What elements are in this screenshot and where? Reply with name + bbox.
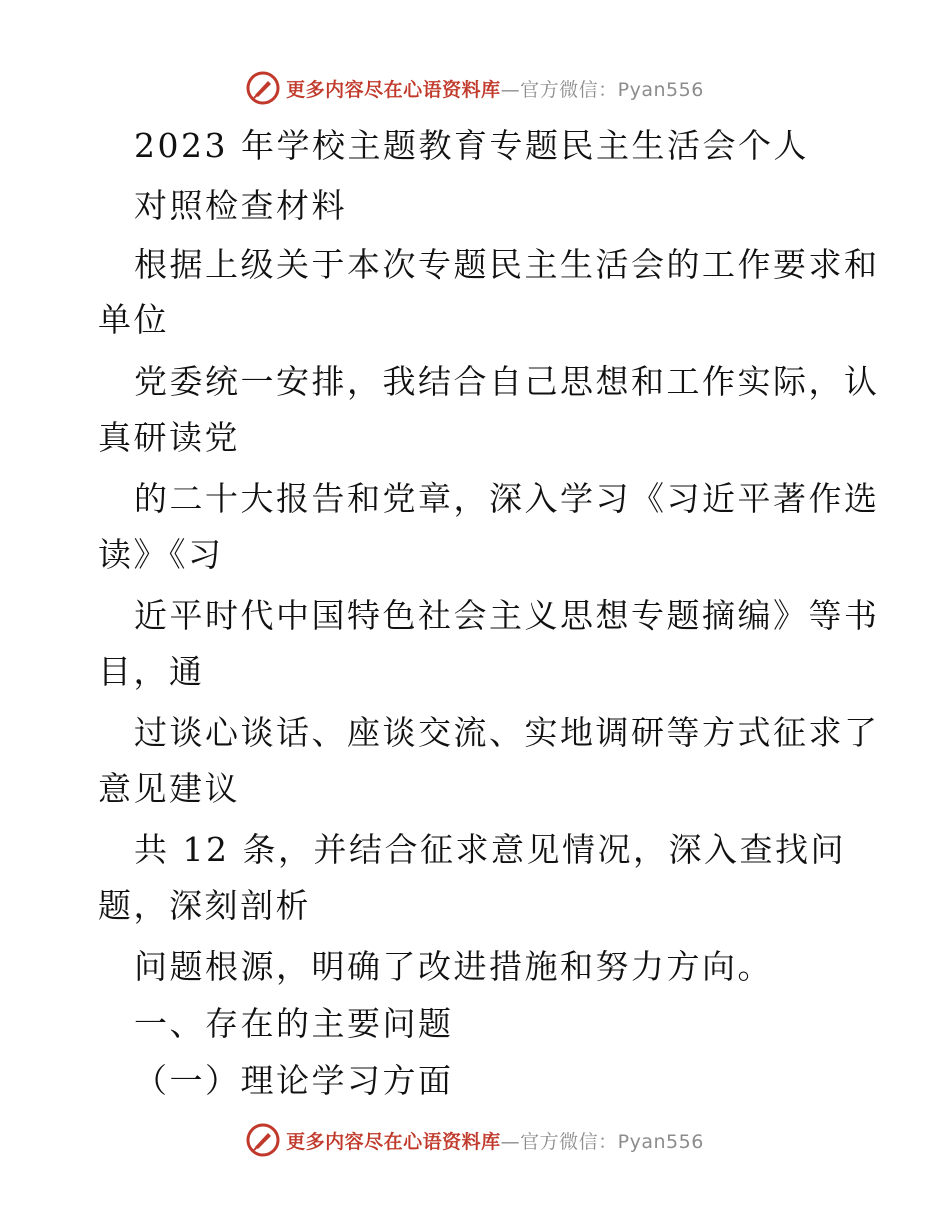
paragraph-line: 问题根源，明确了改进措施和努力方向。 bbox=[134, 947, 773, 986]
document-title-line-1: 2023 年学校主题教育专题民主生活会个人 bbox=[134, 126, 809, 165]
footer-watermark bbox=[0, 1120, 950, 1160]
paragraph-line: 过谈心谈话、座谈交流、实地调研等方式征求了 bbox=[134, 713, 880, 752]
paragraph-line: 题，深刻剖析 bbox=[98, 886, 311, 925]
paragraph-line: 共 12 条，并结合征求意见情况，深入查找问 bbox=[134, 830, 846, 869]
paragraph-line: 真研读党 bbox=[98, 418, 240, 457]
watermark-brand: 更多内容尽在心语资料库 bbox=[286, 78, 501, 101]
paragraph-line: 单位 bbox=[98, 300, 169, 339]
quill-seal-icon bbox=[246, 71, 280, 105]
watermark-dash: — bbox=[500, 1130, 521, 1153]
quill-seal-icon bbox=[246, 1123, 280, 1157]
subsection-heading: （一）理论学习方面 bbox=[134, 1061, 454, 1100]
paragraph-line: 的二十大报告和党章，深入学习《习近平著作选 bbox=[134, 479, 880, 518]
paragraph-line: 党委统一安排，我结合自己思想和工作实际，认 bbox=[134, 362, 880, 401]
paragraph-line: 读》《习 bbox=[98, 535, 224, 574]
watermark-text bbox=[286, 75, 704, 102]
watermark-brand: 更多内容尽在心语资料库 bbox=[286, 1130, 501, 1153]
paragraph-line: 根据上级关于本次专题民主生活会的工作要求和 bbox=[134, 245, 880, 284]
watermark-contact: 官方微信：Pyan556 bbox=[520, 1130, 704, 1153]
watermark-dash: — bbox=[500, 78, 521, 101]
header-watermark bbox=[0, 68, 950, 108]
watermark-contact: 官方微信：Pyan556 bbox=[520, 78, 704, 101]
paragraph-line: 近平时代中国特色社会主义思想专题摘编》等书 bbox=[134, 596, 880, 635]
watermark-text bbox=[286, 1127, 704, 1154]
document-title-line-2: 对照检查材料 bbox=[134, 186, 347, 225]
paragraph-line: 目，通 bbox=[98, 652, 205, 691]
paragraph-line: 意见建议 bbox=[98, 769, 240, 808]
section-heading: 一、存在的主要问题 bbox=[134, 1004, 454, 1043]
